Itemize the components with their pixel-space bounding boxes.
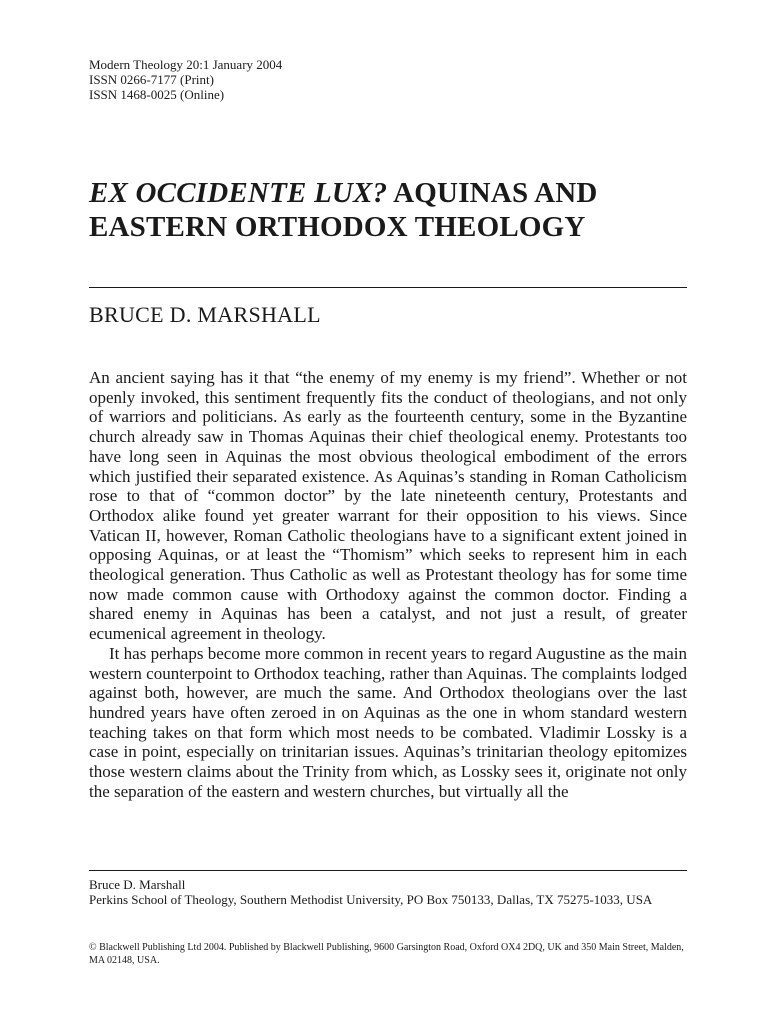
issn-online: ISSN 1468-0025 (Online)	[89, 87, 225, 102]
journal-meta	[89, 57, 687, 102]
author-affiliation	[89, 877, 687, 907]
affiliation-address: Perkins School of Theology, Southern Methodist University, PO Box 750133, Dallas, TX 75275-1033, USA	[89, 892, 653, 907]
article-body	[89, 368, 687, 801]
article-title	[89, 176, 687, 244]
title-divider	[89, 287, 687, 288]
article-title-rest: AQUINAS AND	[393, 177, 598, 209]
issn-print: ISSN 0266-7177 (Print)	[89, 72, 214, 87]
body-paragraph: It has perhaps become more common in recent years to regard Augustine as the main western counterpoint to Orthodox teaching, rather than Aquinas. The complaints lodged against both, however, are much the same. And Orthodox theologians over the last hundred years have often zeroed in on Aquinas as the one in whom standard western teaching takes on that form which most needs to be combated. Vladimir Lossky is a case in point, especially on trinitarian issues. Aquinas’s trinitarian theology epitomizes those western claims about the Trinity from which, as Lossky sees it, originate not only the separation of the eastern and western churches, but virtually all the	[89, 643, 687, 801]
body-paragraph: An ancient saying has it that “the enemy of my enemy is my friend”. Whether or not openly invoked, this sentiment frequently fits the conduct of theologians, and not only of warriors and politicians. As early as the fourteenth century, some in the Byzantine church already saw in Thomas Aquinas their chief theological enemy. Protestants too have long seen in Aquinas the most obvious theological embodiment of the errors which justified their separated existence. As Aquinas’s standing in Roman Catholicism rose to that of “common doctor” by the late nineteenth century, Protestants and Orthodox alike found yet greater warrant for their opposition to his views. Since Vatican II, however, Roman Catholic theologians have to a significant extent joined in opposing Aquinas, or at least the “Thomism” which seeks to represent him in each theological generation. Thus Catholic as well as Protestant theology has for some time now made common cause with Orthodoxy against the common doctor. Finding a shared enemy in Aquinas has been a catalyst, and not just a result, of greater ecumenical agreement in theology.	[89, 368, 687, 644]
article-title-line2: EASTERN ORTHODOX THEOLOGY	[89, 211, 586, 243]
journal-citation: Modern Theology 20:1 January 2004	[89, 57, 283, 72]
affiliation-name: Bruce D. Marshall	[89, 877, 186, 892]
article-page	[89, 57, 687, 801]
copyright-notice: © Blackwell Publishing Ltd 2004. Published by Blackwell Publishing, 9600 Garsington Road, Oxford OX4 2DQ, UK and 350 Main Street, Malden, MA 02148, USA.	[89, 942, 684, 966]
article-author: BRUCE D. MARSHALL	[89, 302, 321, 327]
article-title-italic: EX OCCIDENTE LUX?	[89, 177, 388, 209]
footnote-divider	[89, 870, 687, 871]
